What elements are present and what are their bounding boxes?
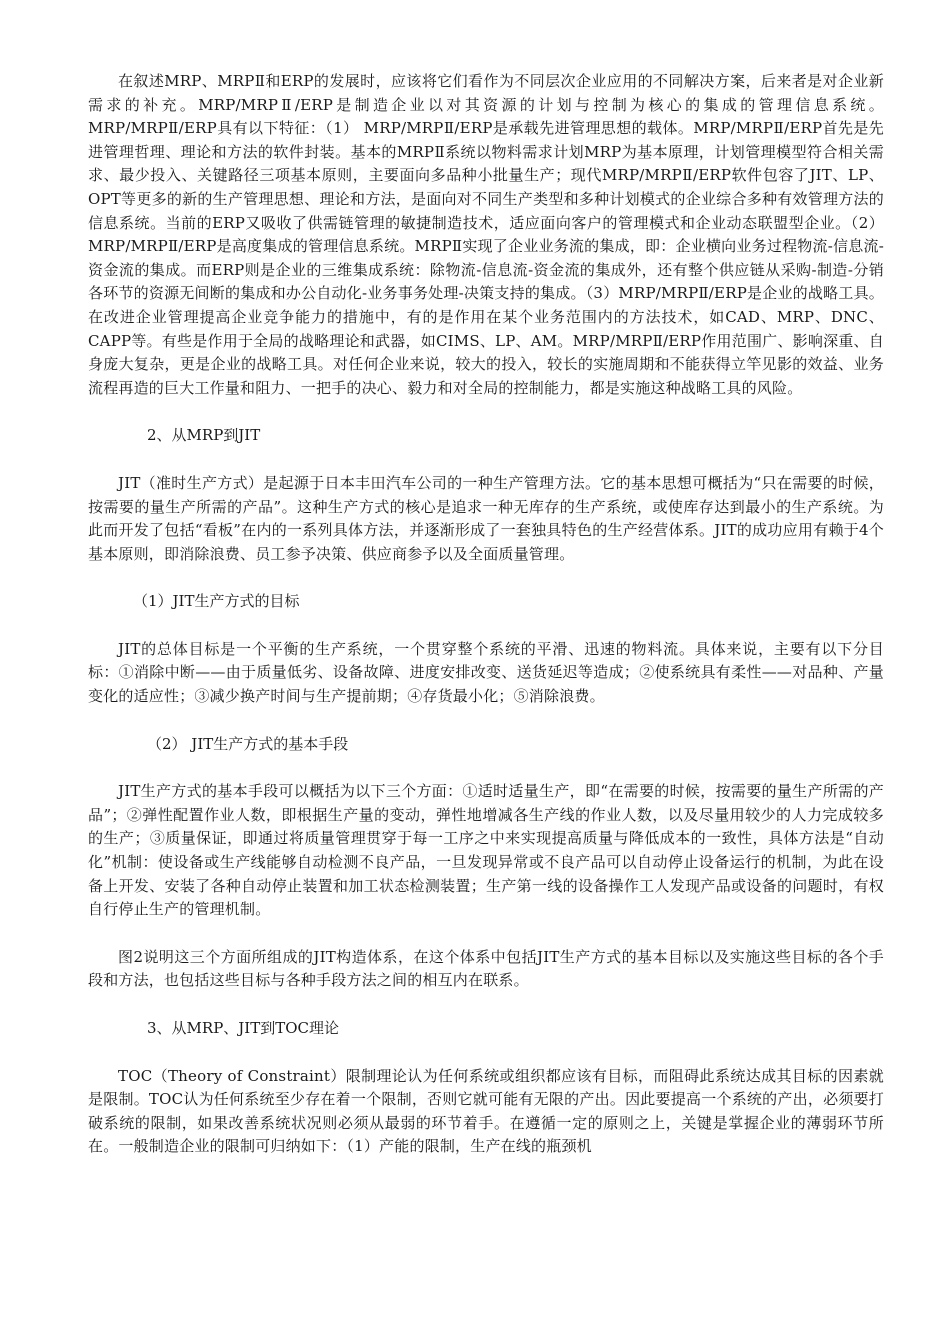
paragraph-jit-intro: JIT（准时生产方式）是起源于日本丰田汽车公司的一种生产管理方法。它的基本思想可概括为“只在需要的时候，按需要的量生产所需的产品”。这种生产方式的核心是追求一种无库存的生产系统，或使库存达到最小的生产系统。为此而开发了包括“看板”在内的一系列具体方法，并逐渐形成了一套独具特色的生产经营体系。JIT的成功应用有赖于4个基本原则，即消除浪费、员工参予决策、供应商参予以及全面质量管理。 <box>88 473 884 563</box>
paragraph-erp-features: 在叙述MRP、MRPⅡ和ERP的发展时，应该将它们看作为不同层次企业应用的不同解决方案，后来者是对企业新需求的补充。MRP/MRPⅡ/ERP是制造企业以对其资源的计划与控制为核心的集成的管理信息系统。MRP/MRPⅡ/ERP具有以下特征：（1） MRP/MRPⅡ/ERP是承载先进管理思想的载体。MRP/MRPⅡ/ERP首先是先进管理哲理、理论和方法的软件封装。基本的MRPⅡ系统以物料需求计划MRP为基本原理，计划管理模型符合相关需求、最少投入、关键路径三项基本原则，主要面向多品种小批量生产；现代MRP/MRPⅡ/ERP软件包容了JIT、LP、OPT等更多的新的生产管理思想、理论和方法，是面向对不同生产类型和多种计划模式的企业综合多种有效管理方法的信息系统。当前的ERP又吸收了供需链管理的敏捷制造技术，适应面向客户的管理模式和企业动态联盟型企业。（2）MRP/MRPⅡ/ERP是高度集成的管理信息系统。MRPⅡ实现了企业业务流的集成，即：企业横向业务过程物流-信息流-资金流的集成。而ERP则是企业的三维集成系统：除物流-信息流-资金流的集成外，还有整个供应链从采购-制造-分销各环节的资源无间断的集成和办公自动化-业务事务处理-决策支持的集成。（3）MRP/MRPⅡ/ERP是企业的战略工具。在改进企业管理提高企业竞争能力的措施中，有的是作用在某个业务范围内的方法技术，如CAD、MRP、DNC、CAPP等。有些是作用于全局的战略理论和武器，如CIMS、LP、AM。MRP/MRPⅡ/ERP作用范围广、影响深重、自身庞大复杂，更是企业的战略工具。对任何企业来说，较大的投入，较长的实施周期和不能获得立竿见影的效益、业务流程再造的巨大工作量和阻力、一把手的决心、毅力和对全局的控制能力，都是实施这种战略工具的风险。 <box>88 72 884 397</box>
spacer <box>88 993 884 1017</box>
paragraph-jit-means: JIT生产方式的基本手段可以概括为以下三个方面：①适时适量生产，即“在需要的时候，按需要的量生产所需的产品”；②弹性配置作业人数，即根据生产量的变动，弹性地增减各生产线的作业人数，以及尽量用较少的人力完成较多的生产；③质量保证，即通过将质量管理贯穿于每一工序之中来实现提高质量与降低成本的一致性，具体方法是“自动化”机制：使设备或生产线能够自动检测不良产品，一旦发现异常或不良产品可以自动停止设备运行的机制，为此在设备上开发、安装了各种自动停止装置和加工状态检测装置；生产第一线的设备操作工人发现产品或设备的问题时，有权自行停止生产的管理机制。 <box>88 782 884 919</box>
section-heading-toc: 3、从MRP、JIT到TOC理论 <box>147 1019 340 1037</box>
spacer <box>88 922 884 946</box>
spacer <box>88 709 884 733</box>
spacer <box>88 400 884 424</box>
section-heading-mrp-to-jit: 2、从MRP到JIT <box>147 426 261 445</box>
spacer <box>88 448 884 472</box>
paragraph-toc-intro: TOC（Theory of Constraint）限制理论认为任何系统或组织都应该有目标，而阻碍此系统达成其目标的因素就是限制。TOC认为任何系统至少存在着一个限制，否则它就可能有无限的产出。因此要提高一个系统的产出，必须要打破系统的限制，如果改善系统状况则必须从最弱的环节着手。在遵循一定的原则之上，关键是掌握企业的薄弱环节所在。一般制造企业的限制可归纳如下：（1）产能的限制，生产在线的瓶颈机 <box>88 1066 884 1156</box>
paragraph-figure-2-description: 图2说明这三个方面所组成的JIT构造体系，在这个体系中包括JIT生产方式的基本目标以及实施这些目标的各个手段和方法，也包括这些目标与各种手段方法之间的相互内在联系。 <box>88 947 884 990</box>
spacer <box>88 756 884 780</box>
spacer <box>88 566 884 590</box>
subheading-jit-goals: （1）JIT生产方式的目标 <box>133 592 300 611</box>
document-page <box>88 70 884 1159</box>
spacer <box>88 614 884 638</box>
subheading-jit-means: （2） JIT生产方式的基本手段 <box>147 734 349 753</box>
spacer <box>88 1041 884 1065</box>
paragraph-jit-goals: JIT的总体目标是一个平衡的生产系统，一个贯穿整个系统的平滑、迅速的物料流。具体来说，主要有以下分目标：①消除中断——由于质量低劣、设备故障、进度安排改变、送货延迟等造成；②使系统具有柔性——对品种、产量变化的适应性；③减少换产时间与生产提前期；④存货最小化；⑤消除浪费。 <box>88 639 884 706</box>
